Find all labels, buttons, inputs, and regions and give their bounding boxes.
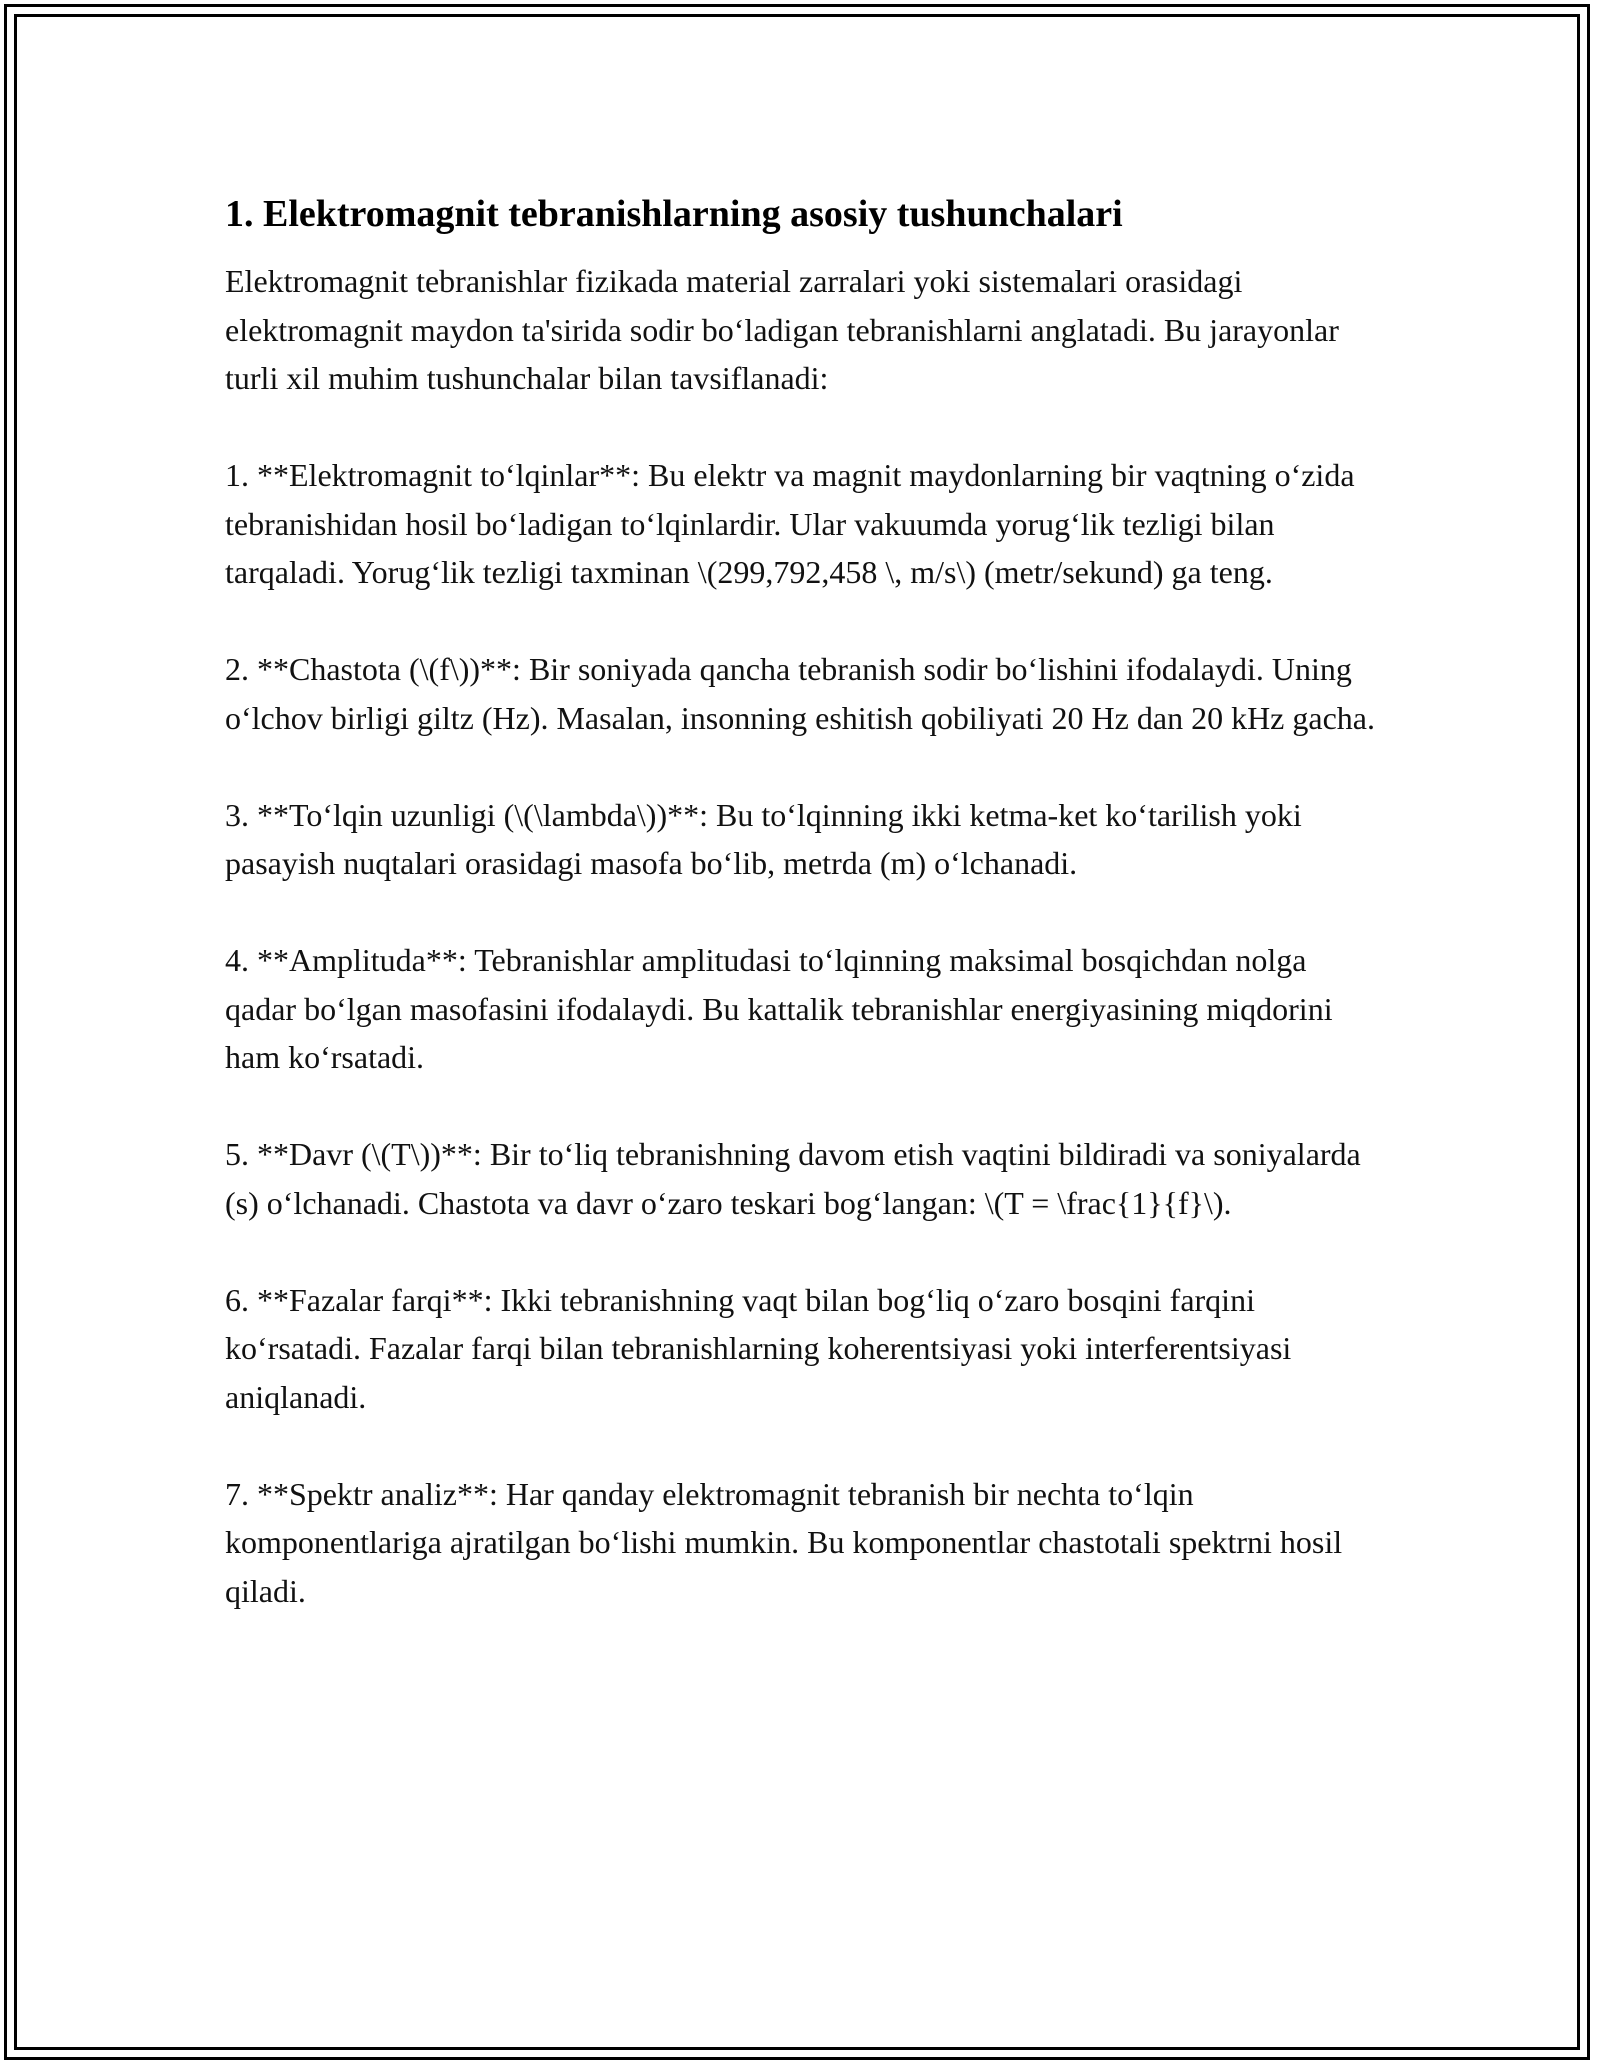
intro-paragraph: Elektromagnit tebranishlar fizikada material zarralari yoki sistemalari orasidagi elektromagnit maydon ta'sirida sodir bo‘ladigan tebranishlarni anglatadi. Bu jarayonlar turli xil muhim tushunchalar bilan tavsiflanadi: [225,263,1339,396]
item-electromagnetic-waves: 1. **Elektromagnit to‘lqinlar**: Bu elektr va magnit maydonlarning bir vaqtning o‘zida tebranishidan hosil bo‘ladigan to‘lqinlardir. Ular vakuumda yorug‘lik tezligi bilan tarqaladi. Yorug‘lik tezligi taxminan \(299,792,458 \, m/s\) (metr/sekund) ga teng. [225,457,1355,590]
item-spectrum-analysis: 7. **Spektr analiz**: Har qanday elektromagnit tebranish bir nechta to‘lqin komponentlariga ajratilgan bo‘lishi mumkin. Bu komponentlar chastotali spektrni hosil qiladi. [225,1475,1343,1609]
item-phase-difference: 6. **Fazalar farqi**: Ikki tebranishning vaqt bilan bog‘liq o‘zaro bosqini farqini ko‘rsatadi. Fazalar farqi bilan tebranishlarning koherentsiyasi yoki interferentsiyasi aniqlanadi. [225,1281,1292,1415]
item-period: 5. **Davr (\(T\))**: Bir to‘liq tebranishning davom etish vaqtini bildiradi va soniyalarda (s) o‘lchanadi. Chastota va davr o‘zaro teskari bog‘langan: \(T = \frac{1}{f}\). [225,1136,1361,1221]
item-amplitude: 4. **Amplituda**: Tebranishlar amplitudasi to‘lqinning maksimal bosqichdan nolga qadar bo‘lgan masofasini ifodalaydi. Bu kattalik tebranishlar energiyasining miqdorini ham ko‘rsatadi. [225,942,1333,1075]
section-heading: 1. Elektromagnit tebranishlarning asosiy tushunchalari [225,193,1123,235]
item-frequency: 2. **Chastota (\(f\))**: Bir soniyada qancha tebranish sodir bo‘lishini ifodalaydi. Uning o‘lchov birligi giltz (Hz). Masalan, insonning eshitish qobiliyati 20 Hz dan 20 kHz gacha. [225,651,1375,736]
document-body [225,185,1375,1615]
item-wavelength: 3. **To‘lqin uzunligi (\(\lambda\))**: Bu to‘lqinning ikki ketma-ket ko‘tarilish yoki pasayish nuqtalari orasidagi masofa bo‘lib, metrda (m) o‘lchanadi. [225,796,1302,881]
